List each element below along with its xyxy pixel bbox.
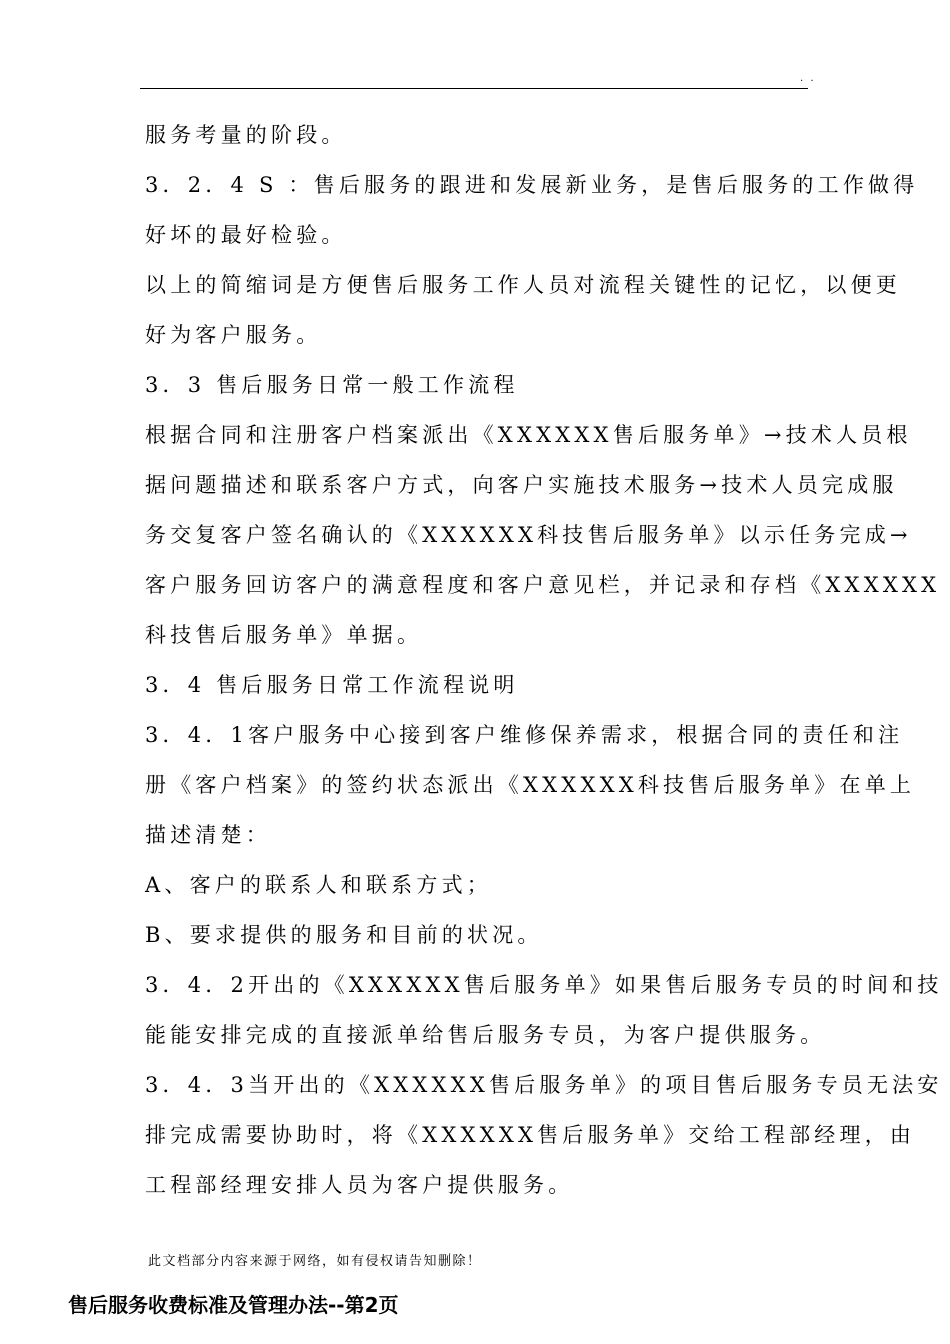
body-line: 据问题描述和联系客户方式，向客户实施技术服务→技术人员完成服	[145, 473, 898, 497]
body-line: 客户服务回访客户的满意程度和客户意见栏，并记录和存档《XXXXXX	[145, 573, 941, 597]
body-line: 科技售后服务单》单据。	[145, 623, 423, 647]
page-label: 售后服务收费标准及管理办法--第2页	[68, 1293, 399, 1317]
list-item: A、客户的联系人和联系方式；	[145, 873, 492, 897]
body-line: 3．4．1客户服务中心接到客户维修保养需求，根据合同的责任和注	[145, 723, 904, 747]
body-line: 能能安排完成的直接派单给售后服务专员，为客户提供服务。	[145, 1023, 826, 1047]
body-line: 3．2．4 S ：售后服务的跟进和发展新业务，是售后服务的工作做得	[145, 173, 919, 197]
body-line: 册《客户档案》的签约状态派出《XXXXXX科技售后服务单》在单上	[145, 773, 916, 797]
body-line: 好坏的最好检验。	[145, 223, 347, 247]
body-line: 以上的简缩词是方便售后服务工作人员对流程关键性的记忆，以便更	[145, 273, 901, 297]
copyright-note: 此文档部分内容来源于网络，如有侵权请告知删除！	[148, 1254, 482, 1269]
body-line: 3．4．3当开出的《XXXXXX售后服务单》的项目售后服务专员无法安	[145, 1073, 943, 1097]
body-line: 服务考量的阶段。	[145, 123, 347, 147]
list-item: B、要求提供的服务和目前的状况。	[145, 923, 543, 947]
body-line: 根据合同和注册客户档案派出《XXXXXX售后服务单》→技术人员根	[145, 423, 912, 447]
header-rule	[140, 88, 808, 89]
body-line: 3．4．2开出的《XXXXXX售后服务单》如果售后服务专员的时间和技	[145, 973, 943, 997]
document-body	[145, 110, 943, 1210]
section-heading: 3．3 售后服务日常一般工作流程	[145, 373, 519, 397]
section-heading: 3．4 售后服务日常工作流程说明	[145, 673, 519, 697]
body-line: 排完成需要协助时，将《XXXXXX售后服务单》交给工程部经理，由	[145, 1123, 916, 1147]
body-line: 工程部经理安排人员为客户提供服务。	[145, 1173, 574, 1197]
header-marks: . .	[800, 73, 816, 84]
body-line: 好为客户服务。	[145, 323, 322, 347]
body-line: 务交复客户签名确认的《XXXXXX科技售后服务单》以示任务完成→	[145, 523, 912, 547]
body-line: 描述清楚：	[145, 823, 271, 847]
